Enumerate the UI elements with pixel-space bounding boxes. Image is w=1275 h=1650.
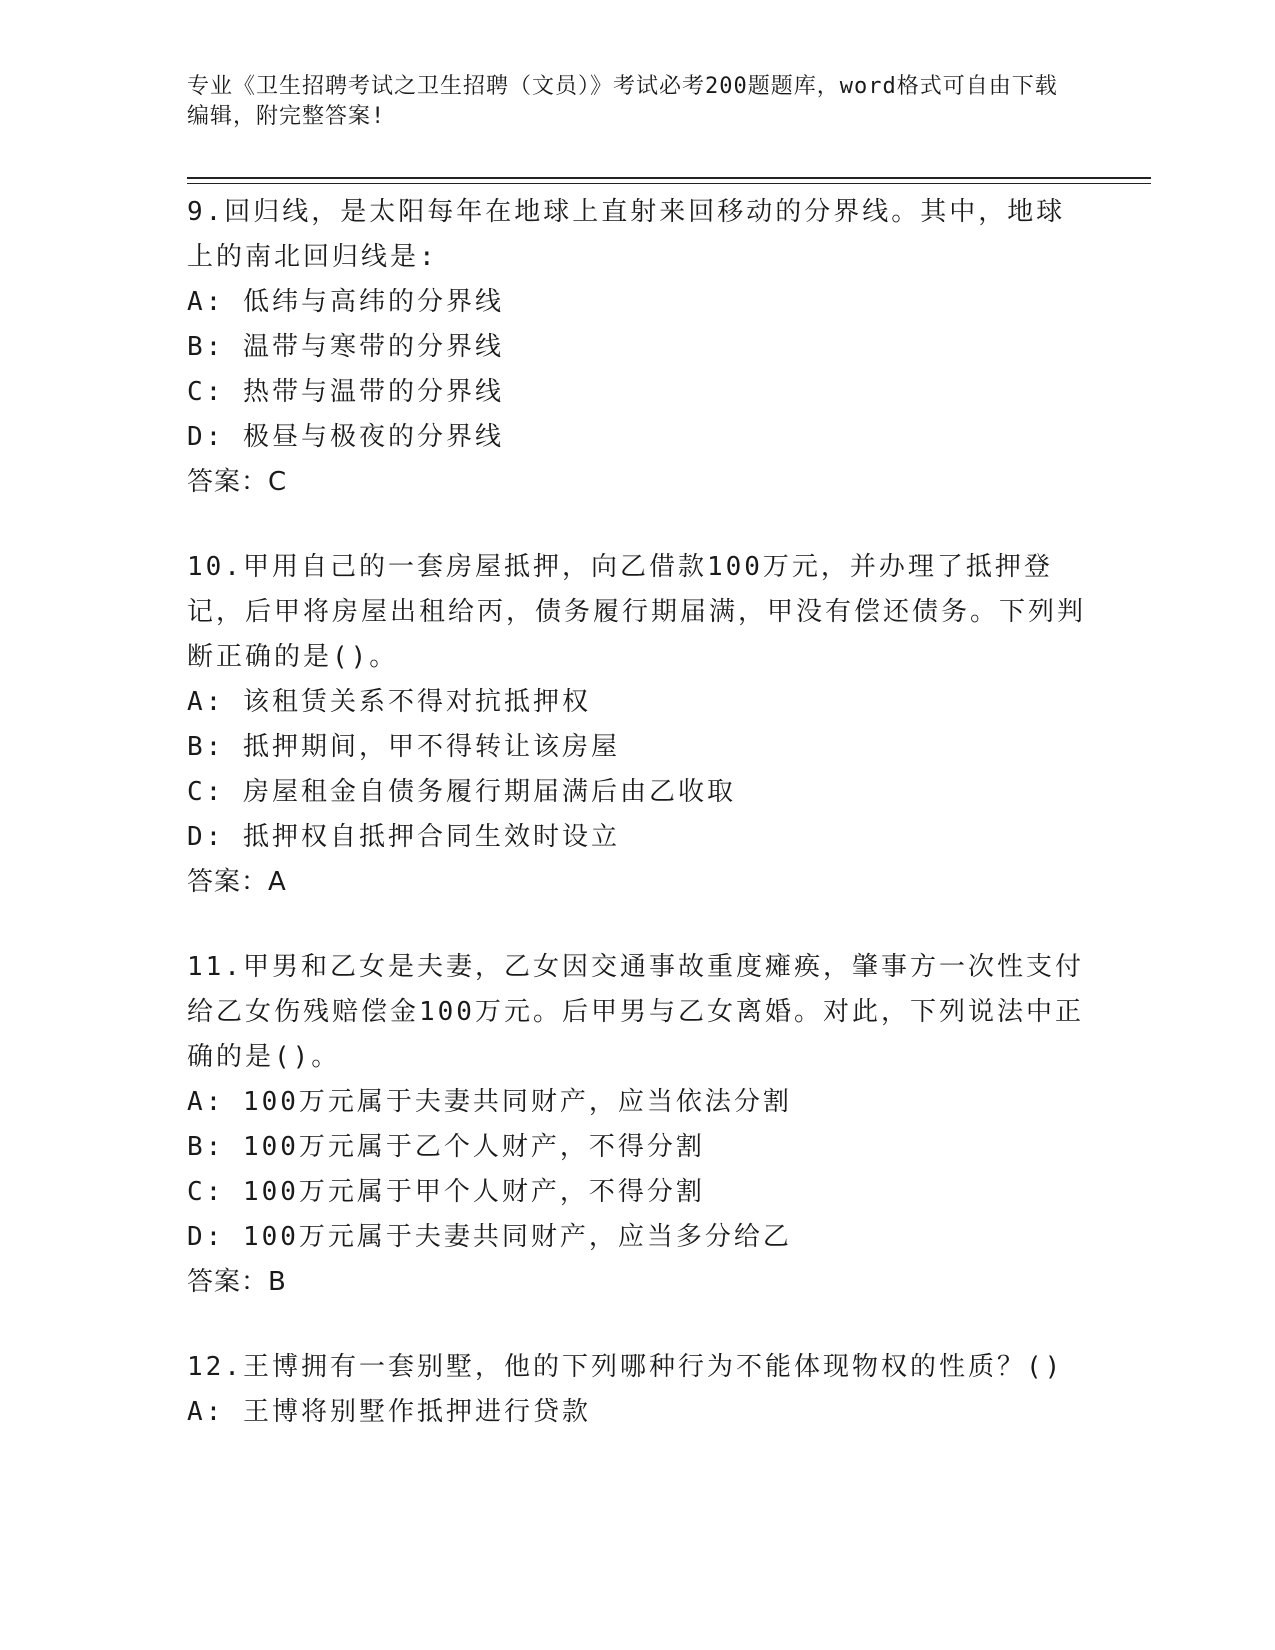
question-stem: 12.王博拥有一套别墅，他的下列哪种行为不能体现物权的性质？() [187,1352,1064,1382]
question-9 [187,190,1087,505]
option-a: A: 低纬与高纬的分界线 [187,287,504,317]
document-header: 专业《卫生招聘考试之卫生招聘（文员）》考试必考200题题库，word格式可自由下载编辑，附完整答案! [187,74,1058,129]
option-c: C: 房屋租金自债务履行期届满后由乙收取 [187,777,736,807]
option-d: D: 极昼与极夜的分界线 [187,422,504,452]
option-a: A: 该租赁关系不得对抗抵押权 [187,687,591,717]
question-12 [187,1345,1087,1435]
option-d: D: 100万元属于夫妻共同财产，应当多分给乙 [187,1222,792,1252]
answer: 答案：B [187,1267,287,1297]
option-d: D: 抵押权自抵押合同生效时设立 [187,822,620,852]
option-c: C: 100万元属于甲个人财产，不得分割 [187,1177,705,1207]
answer: 答案：A [187,867,287,897]
option-a: A: 王博将别墅作抵押进行贷款 [187,1397,591,1427]
option-b: B: 温带与寒带的分界线 [187,332,504,362]
option-c: C: 热带与温带的分界线 [187,377,504,407]
question-11 [187,945,1087,1305]
header-divider [187,177,1151,184]
answer: 答案：C [187,467,288,497]
question-stem: 9.回归线，是太阳每年在地球上直射来回移动的分界线。其中，地球上的南北回归线是: [187,197,1066,272]
question-stem: 10.甲用自己的一套房屋抵押，向乙借款100万元，并办理了抵押登记，后甲将房屋出租给丙，债务履行期届满，甲没有偿还债务。下列判断正确的是()。 [187,552,1087,672]
question-list [187,190,1087,1475]
option-a: A: 100万元属于夫妻共同财产，应当依法分割 [187,1087,792,1117]
option-b: B: 抵押期间，甲不得转让该房屋 [187,732,620,762]
question-10 [187,545,1087,905]
question-stem: 11.甲男和乙女是夫妻，乙女因交通事故重度瘫痪，肇事方一次性支付给乙女伤残赔偿金100万元。后甲男与乙女离婚。对此，下列说法中正确的是()。 [187,952,1084,1072]
option-b: B: 100万元属于乙个人财产，不得分割 [187,1132,705,1162]
